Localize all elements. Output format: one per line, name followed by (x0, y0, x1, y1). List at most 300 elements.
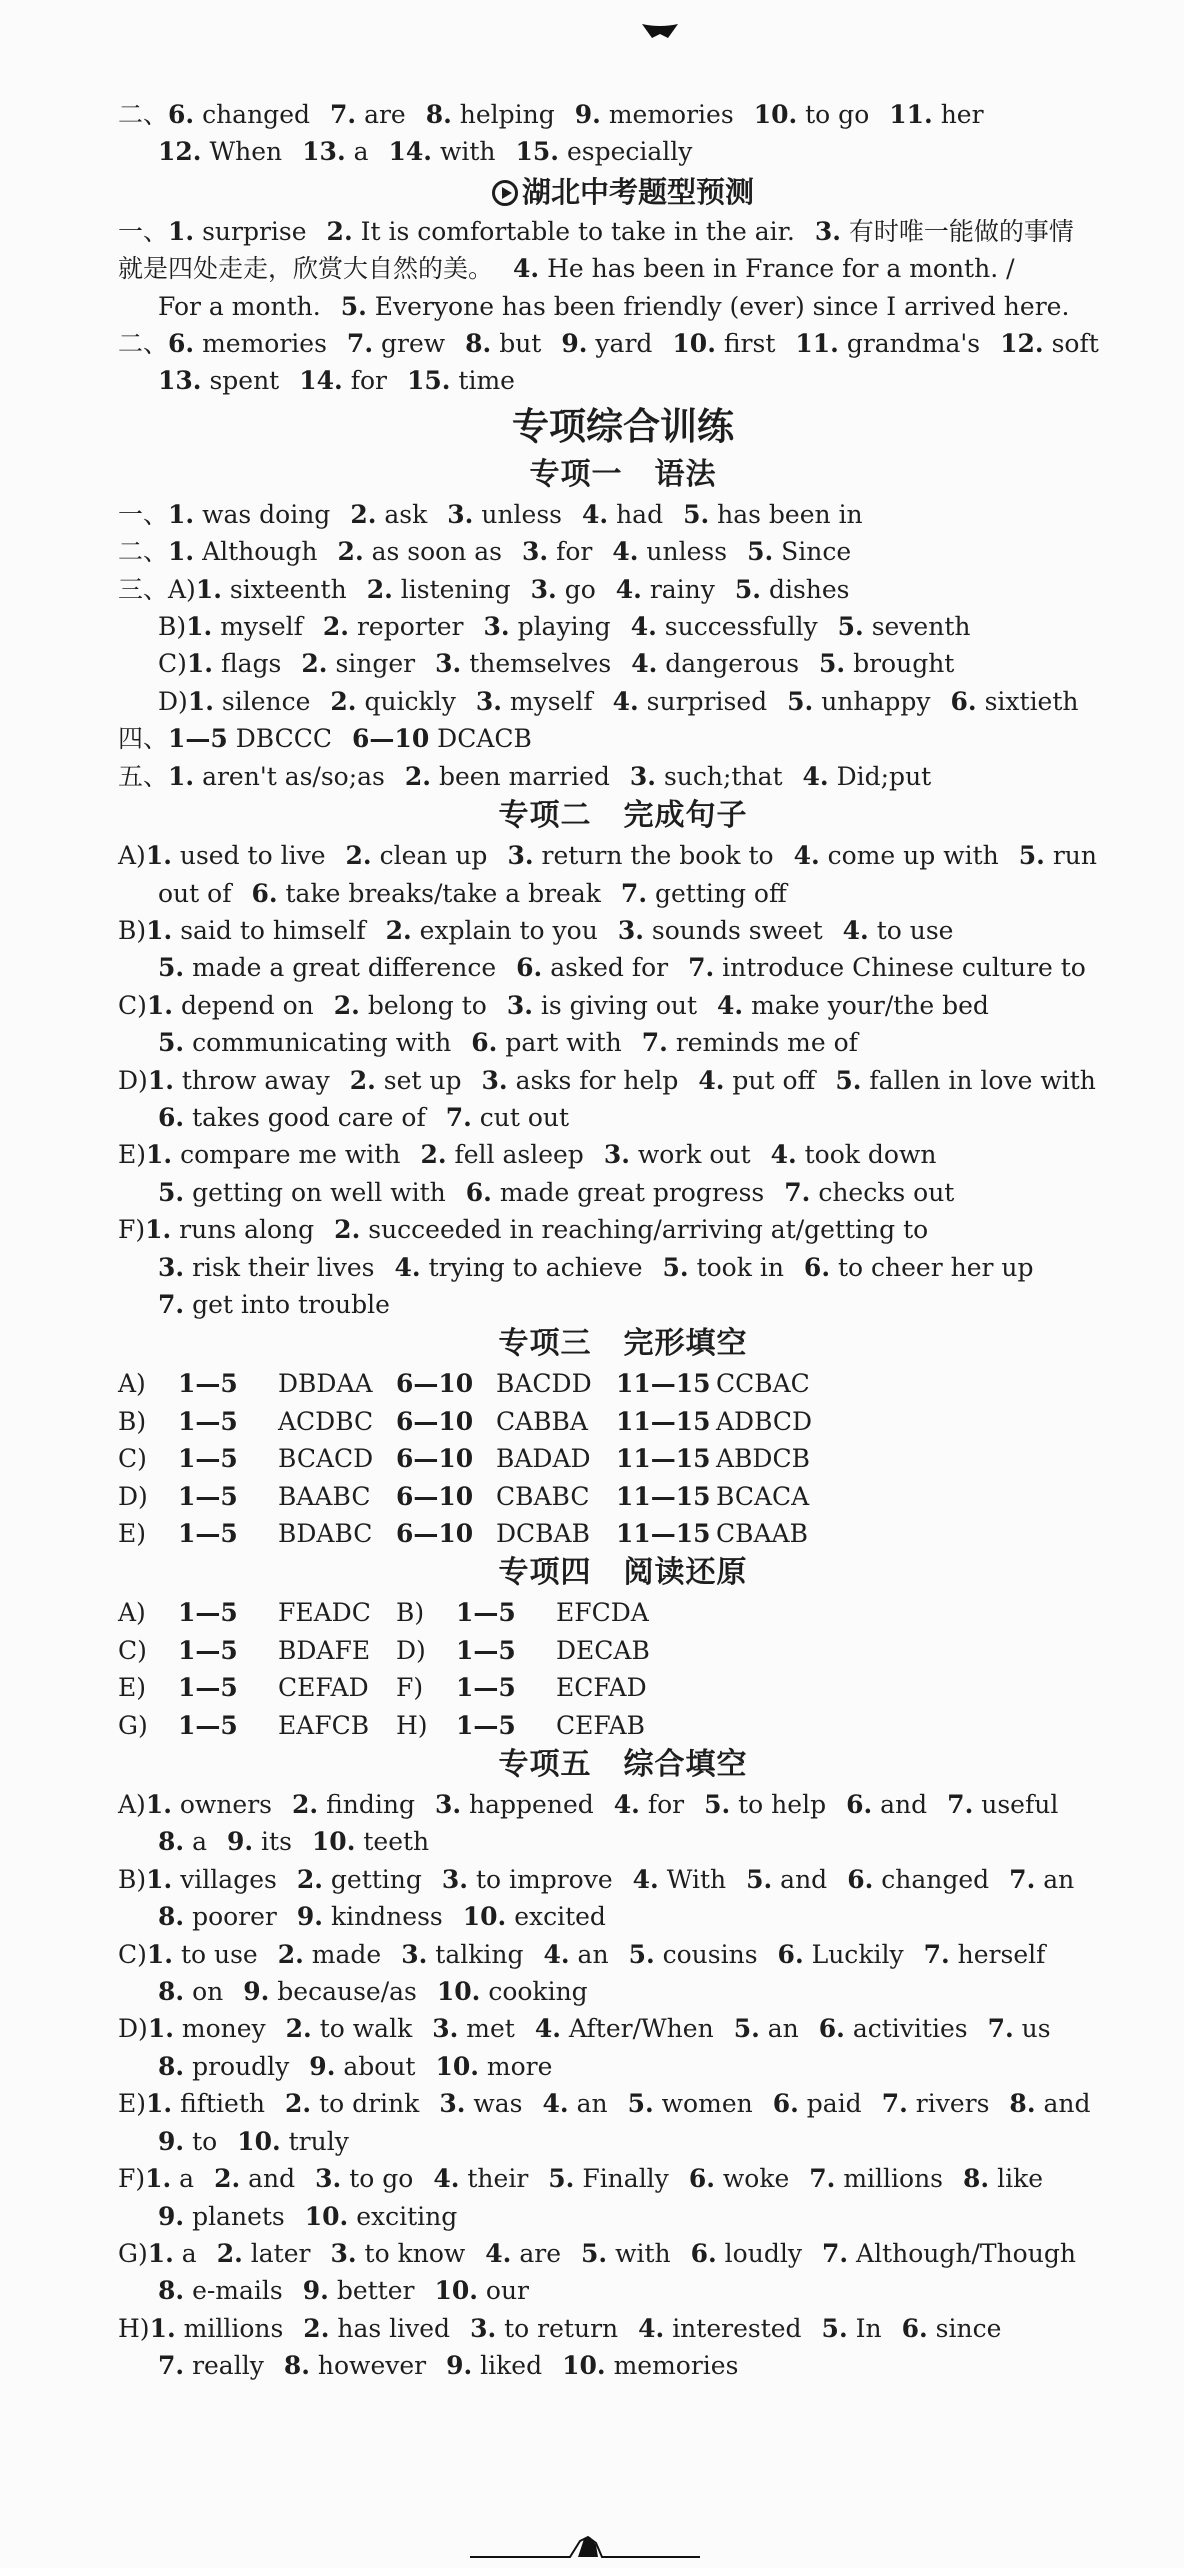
item-answer: 有时唯一能做的事情 (848, 216, 1074, 246)
answer-item (963, 2164, 1043, 2193)
item-number: 5. (837, 612, 864, 642)
item-number: 1. (195, 574, 222, 604)
item-answer: such;that (663, 761, 783, 791)
answer-item (543, 1940, 608, 1969)
item-number: 12. (1000, 329, 1044, 359)
answer-line (118, 2347, 1128, 2384)
item-answer: spent (209, 366, 280, 396)
reading-cell: D) (396, 1635, 426, 1665)
item-number: 5. (733, 2014, 760, 2044)
item-answer: take breaks/take a break (285, 878, 601, 908)
item-answer: truly (288, 2126, 349, 2156)
answer-item (698, 1066, 815, 1095)
cloze-row (118, 1365, 1128, 1402)
reading-cell: BDAFE (278, 1635, 371, 1665)
answer-item (843, 916, 954, 945)
line-lead: A) (118, 841, 146, 871)
answer-line (118, 2123, 1128, 2160)
answer-item (616, 575, 715, 604)
answer-item (145, 2164, 194, 2193)
item-answer: for (556, 537, 593, 567)
answer-item (386, 916, 598, 945)
item-number: 3. (629, 761, 657, 791)
cloze-cell: CABBA (496, 1406, 588, 1436)
cloze-cell: 6—10 (396, 1444, 474, 1474)
answer-item (988, 2014, 1051, 2043)
item-answer: changed (881, 1864, 990, 1894)
reading-cell: EFCDA (556, 1598, 649, 1628)
item-number: 5. (158, 953, 185, 983)
answer-item (815, 217, 1074, 246)
item-number: 7. (784, 1177, 811, 1207)
item-answer: has lived (337, 2313, 451, 2343)
item-answer: later (250, 2238, 311, 2268)
item-number: 14. (388, 137, 433, 167)
item-number: 3. (435, 649, 462, 679)
line-lead: 四、 (118, 724, 169, 754)
bottom-decoration (470, 2533, 700, 2563)
item-answer: DBCCC (235, 724, 333, 754)
item-answer: a (179, 2164, 195, 2194)
answer-item (297, 1902, 443, 1931)
item-answer: With (666, 1864, 727, 1894)
item-answer: to improve (475, 1864, 613, 1894)
item-number: 6. (803, 1252, 831, 1282)
section2-title: 专项二 完成句子 (498, 798, 748, 834)
answer-item (158, 953, 496, 982)
answer-item (309, 2052, 415, 2081)
item-answer: getting on well with (192, 1177, 446, 1207)
answer-item (688, 953, 1086, 982)
reading-cell: A) (118, 1598, 146, 1628)
item-answer: run (1052, 841, 1097, 871)
item-number: 9. (296, 1902, 323, 1932)
item-number: 5. (662, 1252, 689, 1282)
item-answer: fallen in love with (869, 1065, 1096, 1095)
answer-item (516, 137, 693, 166)
item-answer: money (181, 2014, 266, 2044)
answer-item (633, 1865, 726, 1894)
item-number: 4. (802, 761, 829, 791)
answer-item (819, 649, 954, 678)
item-answer: their (467, 2164, 529, 2194)
item-number: 2. (345, 841, 372, 871)
item-number: 3. (530, 574, 557, 604)
item-answer: a (353, 137, 369, 167)
top-decoration (640, 22, 680, 40)
reading-cell: 1—5 (178, 1598, 238, 1628)
answer-item (227, 1827, 292, 1856)
item-number: 10. (237, 2126, 281, 2156)
answer-item (303, 2314, 450, 2343)
item-number: 7. (346, 329, 374, 359)
item-answer: time (458, 366, 515, 396)
answer-item (146, 2089, 265, 2118)
item-answer: to drink (319, 2089, 420, 2119)
answer-page (118, 96, 1128, 2385)
item-answer: memories (608, 100, 734, 129)
item-number: 5. (158, 1177, 185, 1207)
item-number: 4. (638, 2313, 665, 2343)
reading-cell: 1—5 (456, 1710, 516, 1740)
item-number: 1. (145, 2164, 172, 2194)
item-number: 1. (168, 499, 195, 529)
answer-line (118, 758, 1128, 795)
item-answer: explain to you (419, 915, 598, 945)
answer-item (150, 2314, 284, 2343)
cloze-cell: 11—15 (616, 1444, 711, 1474)
item-number: 2. (334, 1215, 361, 1245)
item-answer: When (209, 137, 283, 167)
answer-line (118, 288, 1128, 325)
item-number: 5. (627, 2089, 654, 2119)
item-number: 3. (481, 1065, 508, 1095)
answer-item (437, 1977, 588, 2006)
answer-item (1009, 2089, 1090, 2118)
answer-item (562, 2351, 738, 2380)
item-answer: fell asleep (454, 1140, 584, 1170)
answer-item (631, 612, 818, 641)
reading-cell: CEFAB (556, 1710, 645, 1740)
answer-item (214, 2164, 295, 2193)
answer-item (323, 612, 464, 641)
item-answer: was (473, 2089, 523, 2119)
item-answer: throw away (181, 1065, 330, 1095)
line-lead: C) (158, 649, 187, 679)
answer-item (629, 1940, 758, 1969)
item-answer: loudly (724, 2238, 802, 2268)
answer-line (118, 1174, 1128, 1211)
block-e (118, 1786, 1128, 2385)
item-answer: really (192, 2351, 264, 2381)
cloze-cell: CBAAB (716, 1519, 808, 1548)
item-number: 3. (507, 841, 534, 871)
answer-item (819, 2014, 968, 2043)
item-number: 8. (158, 1902, 185, 1932)
answer-item (1000, 329, 1099, 358)
answer-line (118, 1973, 1128, 2010)
item-number: 2. (322, 612, 349, 642)
item-answer: because/as (277, 1977, 417, 2007)
item-answer: liked (480, 2351, 543, 2381)
item-number: 4. (543, 1939, 570, 1969)
cloze-cell: 1—5 (178, 1519, 238, 1548)
answer-item (407, 366, 515, 395)
item-answer: an (767, 2014, 799, 2044)
item-answer: as soon as (371, 537, 503, 567)
item-answer: her (940, 100, 984, 129)
item-answer: come up with (827, 841, 999, 871)
item-answer: unhappy (821, 686, 931, 716)
item-answer: useful (981, 1790, 1059, 1820)
answer-item (284, 2351, 426, 2380)
item-number: 4. (542, 2089, 569, 2119)
reading-answers (118, 1594, 1128, 1744)
item-number: 2. (330, 686, 357, 716)
cloze-cell: 1—5 (178, 1406, 238, 1436)
answer-item (604, 1140, 751, 1169)
answer-item (148, 2014, 266, 2043)
item-answer: happened (469, 1790, 594, 1820)
reading-cell: 1—5 (456, 1635, 516, 1665)
answer-line (118, 1211, 1128, 1248)
item-answer: sixteenth (229, 574, 347, 604)
cloze-cell: 6—10 (396, 1369, 474, 1399)
item-answer: more (486, 2051, 553, 2081)
line-lead: 二、 (118, 537, 169, 567)
item-number: 4. (433, 2164, 460, 2194)
reading-cell: 1—5 (456, 1598, 516, 1628)
cloze-cell: 6—10 (396, 1481, 474, 1511)
answer-item (613, 687, 768, 716)
item-answer: cut out (479, 1102, 570, 1132)
answer-line (118, 2085, 1128, 2122)
answer-item (158, 2127, 217, 2156)
item-answer: villages (180, 1864, 277, 1894)
answer-item (158, 1977, 223, 2006)
reading-cell: CEFAD (278, 1673, 369, 1703)
answer-item (582, 500, 663, 529)
item-number: 1. (168, 761, 195, 791)
item-number: 9. (226, 1827, 254, 1857)
item-answer: millions (183, 2313, 284, 2343)
item-number: 1—5 (168, 724, 228, 754)
answer-item (338, 537, 502, 566)
item-answer: interested (672, 2313, 802, 2343)
answer-line (118, 1936, 1128, 1973)
answer-item (628, 2089, 753, 2118)
answer-line (118, 96, 1128, 133)
answer-item (630, 762, 783, 791)
item-number: 4. (770, 1140, 797, 1170)
item-number: 2. (366, 574, 393, 604)
item-number: 6. (688, 2164, 715, 2194)
item-answer: better (336, 2276, 415, 2306)
cloze-cell: 1—5 (178, 1444, 238, 1474)
item-answer: fiftieth (180, 2089, 265, 2119)
answer-item (642, 1028, 858, 1057)
cloze-cell: ADBCD (716, 1406, 813, 1436)
reading-cell: G) (118, 1710, 148, 1740)
item-number: 1. (168, 216, 195, 246)
item-answer: introduce Chinese culture to (722, 953, 1086, 983)
answer-item (1019, 841, 1097, 870)
answer-item (784, 1178, 954, 1207)
answer-item (346, 841, 488, 870)
item-number: 7. (881, 2089, 908, 2119)
answer-item (158, 1827, 207, 1856)
answer-item (334, 1215, 928, 1244)
line-lead: B) (118, 1864, 147, 1894)
reading-cell: DECAB (556, 1635, 650, 1665)
answer-item (754, 100, 870, 129)
item-number: 3. (158, 1252, 185, 1282)
item-answer: memories (613, 2351, 739, 2381)
item-number: 9. (309, 2051, 336, 2081)
item-number: 2. (420, 1140, 447, 1170)
answer-item (484, 612, 611, 641)
item-number: 10. (304, 2201, 349, 2231)
item-number: 5. (821, 2313, 848, 2343)
answer-item (717, 991, 989, 1020)
item-number: 2. (216, 2238, 243, 2268)
answer-item (147, 991, 314, 1020)
answer-item (168, 724, 332, 753)
item-number: 5. (835, 1065, 862, 1095)
answer-item (168, 762, 385, 791)
answer-item (476, 687, 593, 716)
item-number: 8. (1009, 2089, 1036, 2119)
answer-item (663, 1253, 784, 1282)
item-number: 3. (475, 686, 502, 716)
answer-item (561, 329, 652, 358)
item-number: 4. (513, 254, 540, 284)
item-answer: are (364, 100, 406, 129)
item-answer: memories (202, 329, 327, 359)
item-number: 11. (889, 100, 933, 129)
line-lead: 一、 (118, 499, 169, 529)
item-number: 2. (292, 1790, 319, 1820)
answer-item (485, 2239, 561, 2268)
item-answer: Luckily (811, 1939, 904, 1969)
item-number: 1. (147, 1065, 174, 1095)
item-number: 4. (615, 574, 642, 604)
answer-item (522, 537, 592, 566)
item-number: 6. (251, 878, 278, 908)
item-number: 7. (947, 1790, 974, 1820)
answer-item (299, 366, 387, 395)
answer-line (118, 2010, 1128, 2047)
cloze-cell: DCBAB (496, 1519, 590, 1548)
answer-item (683, 500, 863, 529)
item-answer: with (439, 137, 496, 167)
answer-item (158, 2202, 285, 2231)
item-number: 3. (617, 915, 644, 945)
item-number: 5. (340, 291, 367, 321)
item-answer: and (248, 2164, 296, 2194)
item-number: 5. (746, 1864, 773, 1894)
item-number: 3. (483, 612, 510, 642)
item-number: 8. (158, 2276, 185, 2306)
reading-cell: FEADC (278, 1598, 371, 1628)
item-number: 2. (350, 499, 377, 529)
cloze-cell: ACDBC (278, 1406, 374, 1436)
item-answer: Although (202, 537, 318, 567)
answer-item (196, 575, 347, 604)
item-answer: Finally (582, 2164, 669, 2194)
answer-item (516, 953, 668, 982)
item-number: 4. (630, 612, 657, 642)
item-answer: about (343, 2051, 416, 2081)
line-lead: 三、A) (118, 574, 196, 604)
answer-line (118, 1024, 1128, 1061)
item-answer: and (880, 1790, 928, 1820)
answer-item (778, 1940, 904, 1969)
reading-cell: F) (396, 1673, 424, 1703)
answer-line (118, 837, 1128, 874)
answer-item (439, 2089, 522, 2118)
answer-line (118, 720, 1128, 757)
item-number: 4. (582, 499, 609, 529)
answer-item (691, 2239, 802, 2268)
reading-row (118, 1632, 1128, 1669)
item-number: 4. (394, 1252, 421, 1282)
answer-item (822, 2239, 1076, 2268)
item-answer: compare me with (180, 1140, 401, 1170)
item-answer: clean up (379, 841, 488, 871)
item-answer: made great progress (499, 1177, 765, 1207)
item-answer: was doing (202, 499, 331, 529)
item-number: 1. (145, 1790, 172, 1820)
item-number: 9. (574, 100, 601, 129)
item-number: 3. (315, 2164, 342, 2194)
answer-item (902, 2314, 1002, 2343)
answer-item (466, 1178, 764, 1207)
item-number: 11. (795, 329, 839, 359)
answer-item (631, 649, 799, 678)
item-answer: has been in (717, 499, 863, 529)
item-number: 2. (385, 915, 412, 945)
section3-title: 专项三 完形填空 (498, 1326, 748, 1362)
item-answer: an (576, 2089, 608, 2119)
item-number: 5. (683, 499, 710, 529)
item-number: 1. (186, 649, 213, 679)
answer-item (350, 1066, 462, 1095)
line-text: 就是四处走走，欣赏大自然的美。 (118, 254, 494, 284)
item-number: 3. (441, 1864, 469, 1894)
item-answer: sixtieth (984, 686, 1079, 716)
item-answer: paid (806, 2089, 862, 2119)
answer-item (334, 991, 487, 1020)
line-lead: C) (118, 990, 147, 1020)
answer-item (158, 2276, 283, 2305)
item-answer: After/When (568, 2014, 714, 2044)
item-answer: kindness (330, 1902, 443, 1932)
item-number: 4. (632, 1864, 659, 1894)
answer-item (168, 217, 307, 246)
item-number: 6. (690, 2238, 717, 2268)
item-number: 4. (793, 841, 820, 871)
cloze-cell: 11—15 (616, 1406, 711, 1436)
item-answer: belong to (367, 990, 487, 1020)
item-number: 5. (747, 537, 774, 567)
item-number: 6. (818, 2014, 845, 2044)
answer-item (535, 2014, 714, 2043)
item-answer: checks out (818, 1177, 955, 1207)
item-answer: aren't as/so;as (202, 761, 385, 791)
item-answer: grew (380, 329, 446, 359)
item-number: 2. (285, 2089, 312, 2119)
answer-item (302, 137, 368, 166)
answer-item (285, 2089, 419, 2118)
answer-item (352, 724, 532, 753)
item-number: 2. (303, 2313, 330, 2343)
item-answer: succeeded in reaching/arriving at/getting to (368, 1215, 929, 1245)
cloze-cell: BCACA (716, 1481, 810, 1511)
reading-cell: E) (118, 1673, 147, 1703)
answer-item (847, 1865, 989, 1894)
answer-item (158, 292, 321, 321)
answer-item (327, 217, 795, 246)
answer-line (118, 1099, 1128, 1136)
answer-item (804, 1253, 1034, 1282)
cloze-cell: 11—15 (616, 1519, 711, 1548)
item-answer: like (997, 2164, 1044, 2194)
answer-item (809, 2164, 943, 2193)
cloze-cell: BADAD (496, 1444, 591, 1474)
line-lead: 二、 (118, 329, 169, 359)
reading-cell: 1—5 (178, 1710, 238, 1740)
